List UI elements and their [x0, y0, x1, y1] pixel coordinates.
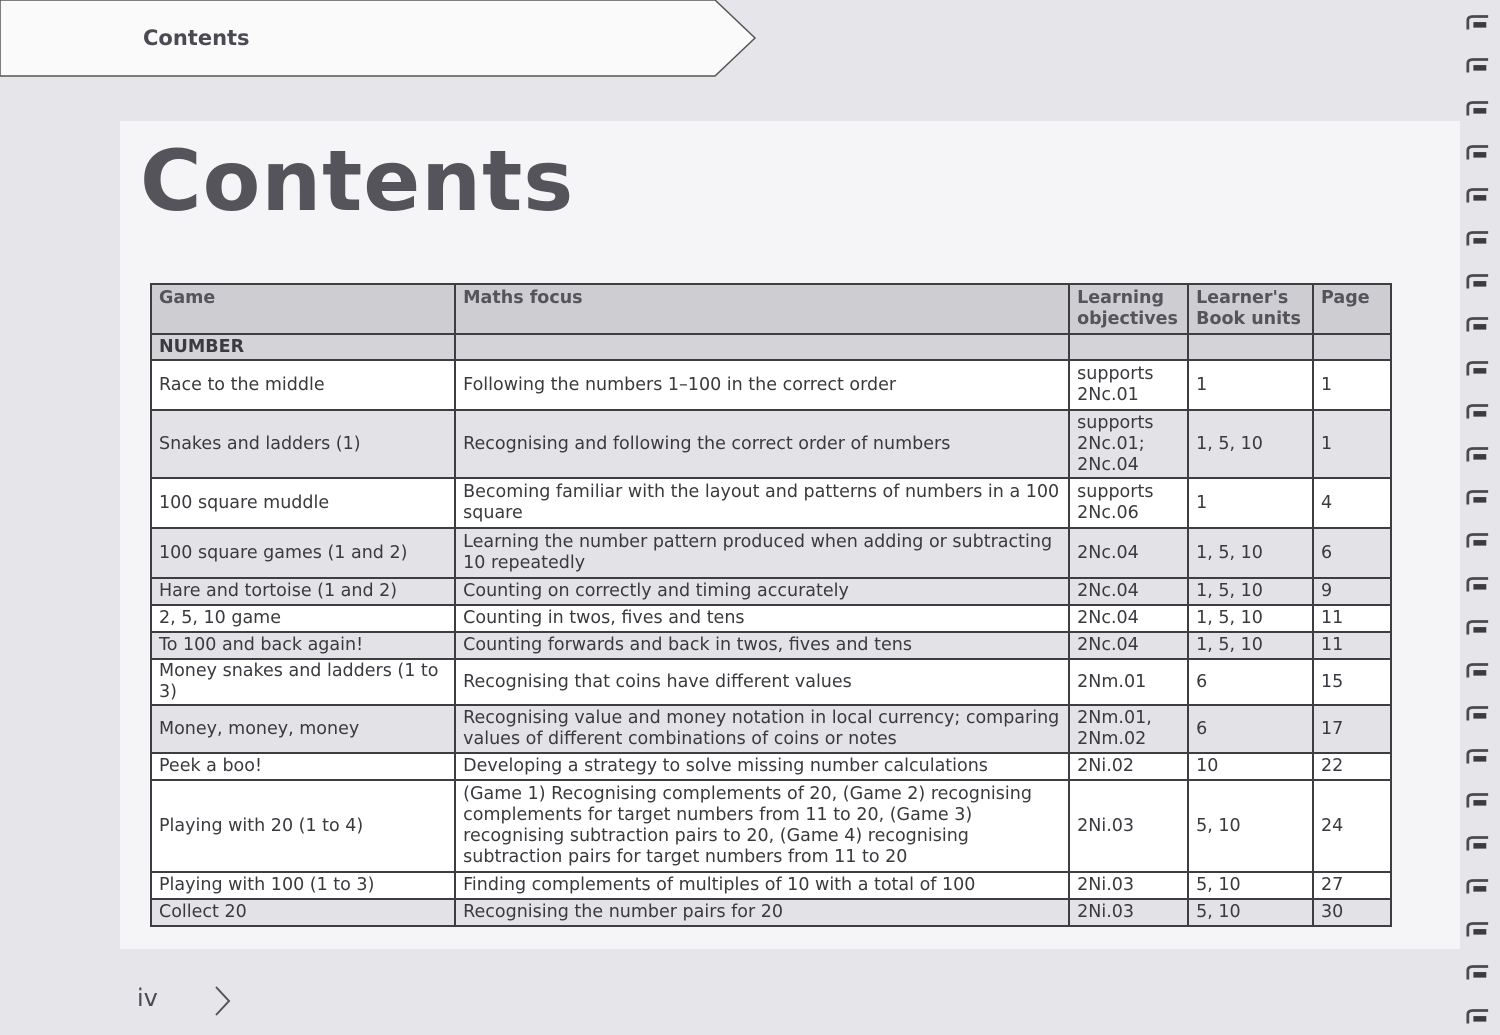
spiral-ring-icon [1466, 705, 1490, 723]
spiral-ring-icon [1466, 14, 1490, 32]
spiral-ring-icon [1466, 964, 1490, 982]
header-learning-objectives: Learning objectives [1069, 284, 1188, 334]
spiral-binding [1462, 0, 1500, 1035]
spiral-ring-icon [1466, 1008, 1490, 1026]
cell-game: Playing with 100 (1 to 3) [151, 872, 455, 899]
table-row [151, 410, 1391, 478]
spiral-ring-icon [1466, 57, 1490, 75]
spiral-ring-icon [1466, 878, 1490, 896]
cell-game: Playing with 20 (1 to 4) [151, 780, 455, 872]
section-empty-cell [455, 334, 1069, 360]
cell-game: Collect 20 [151, 899, 455, 926]
spiral-ring-icon [1466, 316, 1490, 334]
cell-learners-book-units: 10 [1188, 753, 1313, 780]
page-number: iv [137, 984, 158, 1012]
cell-learning-objectives: 2Nc.04 [1069, 578, 1188, 605]
cell-learning-objectives: 2Ni.03 [1069, 899, 1188, 926]
cell-page: 15 [1313, 659, 1391, 705]
spiral-ring-icon [1466, 748, 1490, 766]
header-maths-focus: Maths focus [455, 284, 1069, 334]
table-row [151, 659, 1391, 705]
cell-maths-focus: Recognising value and money notation in local currency; comparing values of different combinations of coins or notes [455, 705, 1069, 753]
cell-learners-book-units: 6 [1188, 659, 1313, 705]
table-row [151, 780, 1391, 872]
cell-learners-book-units: 1, 5, 10 [1188, 528, 1313, 578]
table-row [151, 605, 1391, 632]
spiral-ring-icon [1466, 576, 1490, 594]
contents-table [150, 283, 1392, 927]
cell-learners-book-units: 1 [1188, 478, 1313, 528]
cell-game: 100 square games (1 and 2) [151, 528, 455, 578]
spiral-ring-icon [1466, 230, 1490, 248]
table-row [151, 360, 1391, 410]
cell-maths-focus: Finding complements of multiples of 10 with a total of 100 [455, 872, 1069, 899]
cell-maths-focus: Counting forwards and back in twos, fives and tens [455, 632, 1069, 659]
cell-game: 100 square muddle [151, 478, 455, 528]
section-label: NUMBER [151, 334, 455, 360]
cell-learning-objectives: 2Nc.04 [1069, 605, 1188, 632]
spiral-ring-icon [1466, 835, 1490, 853]
cell-page: 22 [1313, 753, 1391, 780]
chevron-right-icon [212, 984, 234, 1018]
spiral-ring-icon [1466, 921, 1490, 939]
cell-learning-objectives: supports 2Nc.01 [1069, 360, 1188, 410]
cell-maths-focus: Recognising and following the correct order of numbers [455, 410, 1069, 478]
cell-page: 24 [1313, 780, 1391, 872]
cell-game: To 100 and back again! [151, 632, 455, 659]
cell-learners-book-units: 1, 5, 10 [1188, 605, 1313, 632]
cell-learning-objectives: 2Ni.03 [1069, 780, 1188, 872]
cell-game: Money snakes and ladders (1 to 3) [151, 659, 455, 705]
cell-page: 4 [1313, 478, 1391, 528]
spiral-ring-icon [1466, 532, 1490, 550]
cell-learners-book-units: 1, 5, 10 [1188, 410, 1313, 478]
spiral-ring-icon [1466, 792, 1490, 810]
table-row [151, 528, 1391, 578]
header-label: Contents [143, 26, 250, 50]
table-row [151, 478, 1391, 528]
cell-game: Snakes and ladders (1) [151, 410, 455, 478]
cell-learning-objectives: 2Ni.02 [1069, 753, 1188, 780]
spiral-ring-icon [1466, 360, 1490, 378]
cell-page: 1 [1313, 410, 1391, 478]
cell-maths-focus: (Game 1) Recognising complements of 20, (Game 2) recognising complements for target numbers from 11 to 20, (Game 3) recognising subtraction pairs to 20, (Game 4) recognising subtraction pairs for target numbers from 11 to 20 [455, 780, 1069, 872]
cell-learners-book-units: 1, 5, 10 [1188, 578, 1313, 605]
table-row [151, 705, 1391, 753]
spiral-ring-icon [1466, 100, 1490, 118]
spiral-ring-icon [1466, 619, 1490, 637]
cell-game: Hare and tortoise (1 and 2) [151, 578, 455, 605]
spiral-ring-icon [1466, 403, 1490, 421]
cell-maths-focus: Becoming familiar with the layout and patterns of numbers in a 100 square [455, 478, 1069, 528]
table-row [151, 899, 1391, 926]
cell-maths-focus: Recognising the number pairs for 20 [455, 899, 1069, 926]
cell-learning-objectives: supports 2Nc.01; 2Nc.04 [1069, 410, 1188, 478]
header-learners-book-units: Learner's Book units [1188, 284, 1313, 334]
section-empty-cell [1069, 334, 1188, 360]
cell-learning-objectives: 2Nm.01 [1069, 659, 1188, 705]
section-empty-cell [1188, 334, 1313, 360]
cell-learning-objectives: 2Nm.01, 2Nm.02 [1069, 705, 1188, 753]
table-row [151, 753, 1391, 780]
cell-learners-book-units: 1, 5, 10 [1188, 632, 1313, 659]
cell-learners-book-units: 5, 10 [1188, 780, 1313, 872]
header-page: Page [1313, 284, 1391, 334]
cell-learning-objectives: 2Nc.04 [1069, 632, 1188, 659]
cell-maths-focus: Recognising that coins have different values [455, 659, 1069, 705]
cell-page: 1 [1313, 360, 1391, 410]
spiral-ring-icon [1466, 662, 1490, 680]
table-row [151, 872, 1391, 899]
page-title: Contents [140, 132, 575, 230]
cell-page: 11 [1313, 632, 1391, 659]
spiral-ring-icon [1466, 144, 1490, 162]
table-header-row [151, 284, 1391, 334]
header-game: Game [151, 284, 455, 334]
cell-learners-book-units: 5, 10 [1188, 872, 1313, 899]
cell-learners-book-units: 5, 10 [1188, 899, 1313, 926]
spiral-ring-icon [1466, 446, 1490, 464]
cell-page: 30 [1313, 899, 1391, 926]
cell-game: Peek a boo! [151, 753, 455, 780]
cell-page: 17 [1313, 705, 1391, 753]
spiral-ring-icon [1466, 273, 1490, 291]
cell-learning-objectives: supports 2Nc.06 [1069, 478, 1188, 528]
cell-game: Money, money, money [151, 705, 455, 753]
cell-game: Race to the middle [151, 360, 455, 410]
cell-page: 11 [1313, 605, 1391, 632]
section-empty-cell [1313, 334, 1391, 360]
spiral-ring-icon [1466, 187, 1490, 205]
cell-maths-focus: Following the numbers 1–100 in the correct order [455, 360, 1069, 410]
table-row [151, 578, 1391, 605]
cell-learners-book-units: 6 [1188, 705, 1313, 753]
table-row [151, 632, 1391, 659]
cell-learning-objectives: 2Nc.04 [1069, 528, 1188, 578]
header-tab-shape [0, 0, 760, 80]
header-tab [0, 0, 760, 80]
cell-maths-focus: Learning the number pattern produced when adding or subtracting 10 repeatedly [455, 528, 1069, 578]
cell-maths-focus: Counting on correctly and timing accurately [455, 578, 1069, 605]
cell-learning-objectives: 2Ni.03 [1069, 872, 1188, 899]
cell-page: 9 [1313, 578, 1391, 605]
cell-learners-book-units: 1 [1188, 360, 1313, 410]
section-row [151, 334, 1391, 360]
cell-maths-focus: Counting in twos, fives and tens [455, 605, 1069, 632]
cell-page: 6 [1313, 528, 1391, 578]
cell-page: 27 [1313, 872, 1391, 899]
cell-maths-focus: Developing a strategy to solve missing number calculations [455, 753, 1069, 780]
cell-game: 2, 5, 10 game [151, 605, 455, 632]
spiral-ring-icon [1466, 489, 1490, 507]
